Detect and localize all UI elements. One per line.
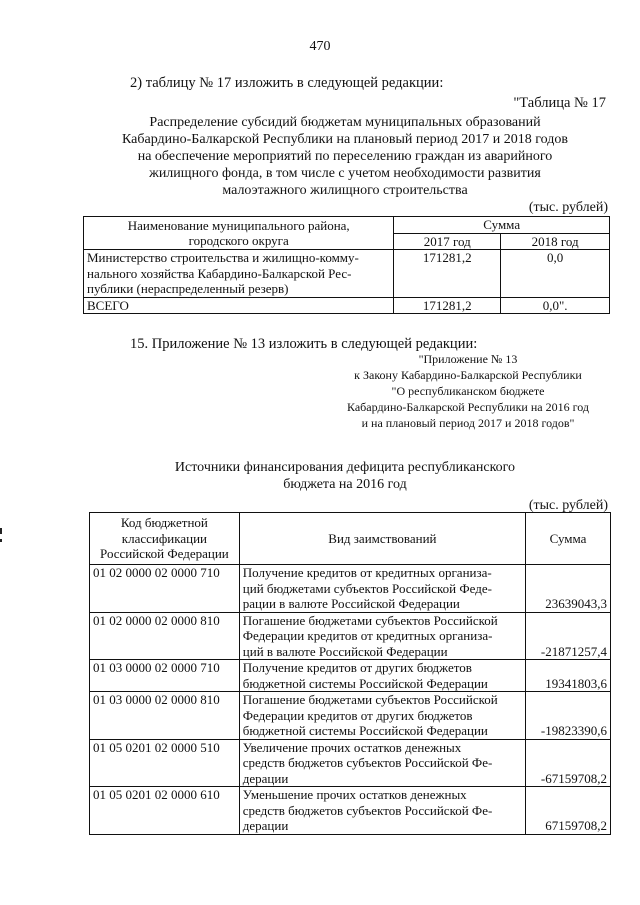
table-17-header-2018: 2018 год	[501, 233, 610, 250]
scan-edge-mark	[0, 528, 2, 534]
table-17-title-line: Распределение субсидий бюджетам муниципальных образований	[149, 115, 541, 130]
table-row	[90, 739, 611, 787]
sources-header-code: Код бюджетной классификации Российской Федерации	[90, 513, 240, 565]
sources-description: Получение кредитов от других бюджетов бюджетной системы Российской Федерации	[239, 660, 525, 692]
table-17-row-name: Министерство строительства и жилищно-комму- нального хозяйства Кабардино-Балкарской Рес- публики (нераспределенный резерв)	[84, 250, 394, 298]
sources-code: 01 05 0201 02 0000 610	[90, 787, 240, 835]
sources-code: 01 03 0000 02 0000 810	[90, 692, 240, 740]
sources-sum: 23639043,3	[526, 565, 611, 613]
table-row	[90, 787, 611, 835]
appendix-header-line: "Приложение № 13	[418, 352, 518, 366]
item-15-instruction: 15. Приложение № 13 изложить в следующей редакции:	[130, 336, 478, 352]
table-17-header-sum: Сумма	[394, 217, 610, 234]
sources-description: Увеличение прочих остатков денежных средств бюджетов субъектов Российской Фе- дерации	[239, 739, 525, 787]
table-17-row-name: ВСЕГО	[84, 297, 394, 314]
table-17-value-2018: 0,0".	[501, 297, 610, 314]
table-row	[90, 660, 611, 692]
sources-sum: 67159708,2	[526, 787, 611, 835]
sources-code: 01 02 0000 02 0000 810	[90, 612, 240, 660]
appendix-header-line: "О республиканском бюджете	[391, 384, 545, 398]
appendix-header	[330, 351, 606, 431]
scan-edge-mark	[0, 539, 2, 542]
table-17-header-name: Наименование муниципального района, городского округа	[84, 217, 394, 250]
sources-table	[89, 512, 611, 835]
sources-title	[80, 459, 610, 493]
item-2-instruction: 2) таблицу № 17 изложить в следующей редакции:	[130, 75, 444, 91]
sources-sum: -67159708,2	[526, 739, 611, 787]
sources-header-sum: Сумма	[526, 513, 611, 565]
sources-title-line: бюджета на 2016 год	[283, 477, 407, 492]
table-row	[90, 612, 611, 660]
sources-code: 01 02 0000 02 0000 710	[90, 565, 240, 613]
page-number: 470	[309, 39, 331, 54]
appendix-header-line: Кабардино-Балкарской Республики на 2016 год	[347, 400, 589, 414]
sources-title-line: Источники финансирования дефицита республиканского	[174, 460, 516, 475]
sources-description: Погашение бюджетами субъектов Российской Федерации кредитов от других бюджетов бюджетной системы Российской Федерации	[239, 692, 525, 740]
table-17-value-2017: 171281,2	[394, 297, 501, 314]
sources-description: Погашение бюджетами субъектов Российской Федерации кредитов от кредитных организа- ций в валюте Российской Федерации	[239, 612, 525, 660]
table-17-label: "Таблица № 17	[513, 95, 606, 111]
table-17-title-line: на обеспечение мероприятий по переселению граждан из аварийного	[137, 149, 553, 164]
table-17-title	[80, 114, 610, 199]
sources-code: 01 05 0201 02 0000 510	[90, 739, 240, 787]
table-row	[90, 692, 611, 740]
table-row	[90, 565, 611, 613]
sources-units: (тыс. рублей)	[528, 498, 608, 513]
table-17-title-line: Кабардино-Балкарской Республики на плановый период 2017 и 2018 годов	[121, 132, 569, 147]
table-17-title-line: жилищного фонда, в том числе с учетом необходимости развития	[149, 166, 541, 181]
table-17	[83, 216, 610, 314]
table-17-title-line: малоэтажного жилищного строительства	[222, 183, 468, 198]
sources-description: Уменьшение прочих остатков денежных средств бюджетов субъектов Российской Фе- дерации	[239, 787, 525, 835]
table-17-header-2017: 2017 год	[394, 233, 501, 250]
sources-code: 01 03 0000 02 0000 710	[90, 660, 240, 692]
table-row	[84, 297, 610, 314]
sources-sum: -19823390,6	[526, 692, 611, 740]
appendix-header-line: и на плановый период 2017 и 2018 годов"	[361, 416, 575, 430]
sources-sum: 19341803,6	[526, 660, 611, 692]
appendix-header-line: к Закону Кабардино-Балкарской Республики	[354, 368, 582, 382]
sources-sum: -21871257,4	[526, 612, 611, 660]
table-17-value-2018: 0,0	[501, 250, 610, 298]
table-17-units: (тыс. рублей)	[528, 200, 608, 215]
sources-description: Получение кредитов от кредитных организа- ций бюджетами субъектов Российской Феде- рации в валюте Российской Федерации	[239, 565, 525, 613]
sources-header-type: Вид заимствований	[239, 513, 525, 565]
table-17-value-2017: 171281,2	[394, 250, 501, 298]
table-row	[84, 250, 610, 298]
